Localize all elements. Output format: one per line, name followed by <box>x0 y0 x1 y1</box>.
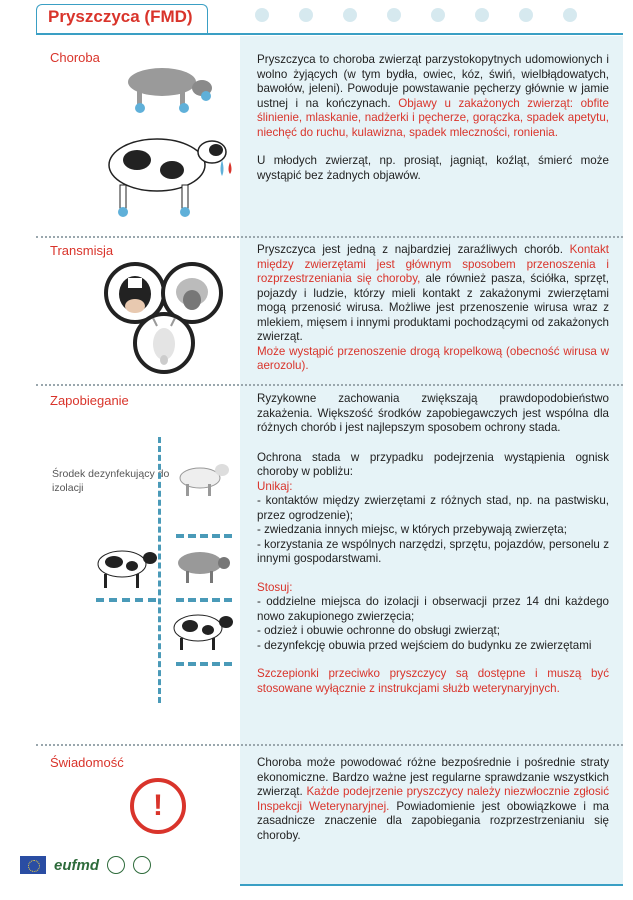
swiadomosc-obligation: Powiadomienie jest obowiązkowe i ma zasadnicze znaczenie dla zapobiegania rozprzestrzenianiu się choroby. <box>257 799 609 842</box>
swiadomosc-text <box>257 756 609 843</box>
swiadomosc-intro: Choroba może powodować różne bezpośrednie i pośrednie straty ekonomiczne. Bardzo ważne jest regularne sprawdzanie wszystkich zwierząt. <box>257 756 609 798</box>
fao-logo-icon <box>107 856 125 874</box>
apply-item: - oddzielne miejsca do izolacji i obserwacji przez 14 dni każdego nowo zakupionego zwierzęcia; <box>257 595 609 623</box>
section-divider <box>36 384 623 386</box>
dot-icon <box>475 8 489 22</box>
zapobieganie-herd-protection: Ochrona stada w przypadku podejrzenia wystąpienia ognisk choroby w pobliżu: <box>257 450 609 478</box>
section-divider <box>36 236 623 238</box>
dot-icon <box>519 8 533 22</box>
transmisja-main-route: Kontakt między zwierzętami jest głównym sposobem przenoszenia i rozprzestrzeniania się choroby, <box>257 243 609 285</box>
swiadomosc-report: Każde podejrzenie pryszczycy należy niezwłocznie zgłosić Inspekcji Weterynaryjnej. <box>257 785 609 813</box>
apply-item: - dezynfekcję obuwia przed wejściem do budynku ze zwierzętami <box>257 638 592 652</box>
choroba-paragraph-2: U młodych zwierząt, np. prosiąt, jagniąt, koźląt, śmierć może wystąpić bez żadnych objawów. <box>257 154 609 182</box>
cow-icon <box>109 139 232 217</box>
goat-icon <box>172 458 232 498</box>
sheep-icon <box>128 68 212 113</box>
section-divider <box>36 744 623 746</box>
zapobieganie-text <box>257 392 609 696</box>
section-label-zapobieganie: Zapobieganie <box>50 393 129 408</box>
footer-rule <box>240 884 623 886</box>
goat-head-icon <box>137 316 191 370</box>
vet-inspection-logo-icon <box>133 856 151 874</box>
cow-head-icon <box>108 266 162 320</box>
vaccine-note: Szczepionki przeciwko pryszczycy są dostępne i muszą być stosowane wyłącznie z instrukcjami służb weterynaryjnych. <box>257 667 609 695</box>
transmisja-other-routes: ale również pasza, ściółka, sprzęt, pojazdy i ludzie, którzy mieli kontakt z zakażonymi zwierzętami mogą przenosić wirusa. Możliwe jest przenoszenie wirusa wraz z mlekiem, mięsem i innymi produktami pochodzącymi od zakażonych zwierząt. <box>257 272 609 343</box>
transmisja-text <box>257 243 609 374</box>
avoid-item: - korzystania ze wspólnych narzędzi, sprzętu, pojazdów, personelu z innymi gospodarstwami. <box>257 537 609 565</box>
avoid-item: - kontaktów między zwierzętami z różnych stad, np. na pastwisku, przez ogrodzenie); <box>257 494 609 522</box>
page-title: Pryszczyca (FMD) <box>48 7 193 26</box>
sheep-head-icon <box>165 266 219 320</box>
isolation-fence-horizontal <box>176 534 232 538</box>
header-decoration <box>255 8 577 22</box>
section-label-swiadomosc: Świadomość <box>50 755 124 770</box>
footer-logos <box>20 856 151 874</box>
zapobieganie-intro: Ryzykowne zachowania zwiększają prawdopodobieństwo zakażenia. Większość środków zapobiegawczych jest wspólna dla różnych chorób i jest najlepszym sposobem ochrony stada. <box>257 392 609 434</box>
dot-icon <box>343 8 357 22</box>
dot-icon <box>299 8 313 22</box>
section-label-choroba: Choroba <box>50 50 100 65</box>
exclamation-icon: ! <box>130 778 186 834</box>
header-rule <box>36 33 623 35</box>
transmisja-aerosol: Może wystąpić przenoszenie drogą kropelkową (obecność wirusa w aerozolu). <box>257 344 609 372</box>
avoid-item: - zwiedzania innych miejsc, w których przebywają zwierzęta; <box>257 523 567 536</box>
section-label-transmisja: Transmisja <box>50 243 114 258</box>
isolation-fence-horizontal <box>96 598 156 602</box>
choroba-paragraph-1: Pryszczyca to choroba zwierząt parzystokopytnych udomowionych i wolno żyjących (w tym bydła, owiec, kóz, świń, wielbłądowatych, bawołów, jeleni). Powoduje powstawanie pęcherzy głównie w jamie ustnej i na kończynach. <box>257 53 609 110</box>
sick-animals-illustration <box>92 60 232 220</box>
isolation-fence-horizontal <box>176 598 232 602</box>
isolation-fence-vertical <box>158 437 161 703</box>
avoid-heading: Unikaj: <box>257 479 293 493</box>
apply-item: - odzież i obuwie ochronne do obsługi zwierząt; <box>257 624 500 637</box>
choroba-text <box>257 53 609 183</box>
transmisja-intro: Pryszczyca jest jedną z najbardziej zaraźliwych chorób. <box>257 243 563 256</box>
dot-icon <box>387 8 401 22</box>
choroba-symptoms: Objawy u zakażonych zwierząt: obfite ślinienie, mlaskanie, nadżerki i pęcherze, gorączka, spadek apetytu, niechęć do ruchu, kulawizna, spadek mleczności, ronienia. <box>257 96 609 139</box>
goat-circle <box>133 312 195 374</box>
dot-icon <box>563 8 577 22</box>
dot-icon <box>431 8 445 22</box>
dot-icon <box>255 8 269 22</box>
sheep-icon <box>172 545 232 585</box>
header <box>0 0 633 36</box>
disinfectant-label: Środek dezynfekujący do izolacji <box>52 468 170 494</box>
apply-heading: Stosuj: <box>257 580 293 594</box>
eu-flag-icon <box>20 856 46 874</box>
cow-icon <box>92 544 158 590</box>
eufmd-logo: eufmd <box>54 856 99 874</box>
isolation-fence-horizontal <box>176 662 232 666</box>
cow-icon <box>168 606 234 652</box>
